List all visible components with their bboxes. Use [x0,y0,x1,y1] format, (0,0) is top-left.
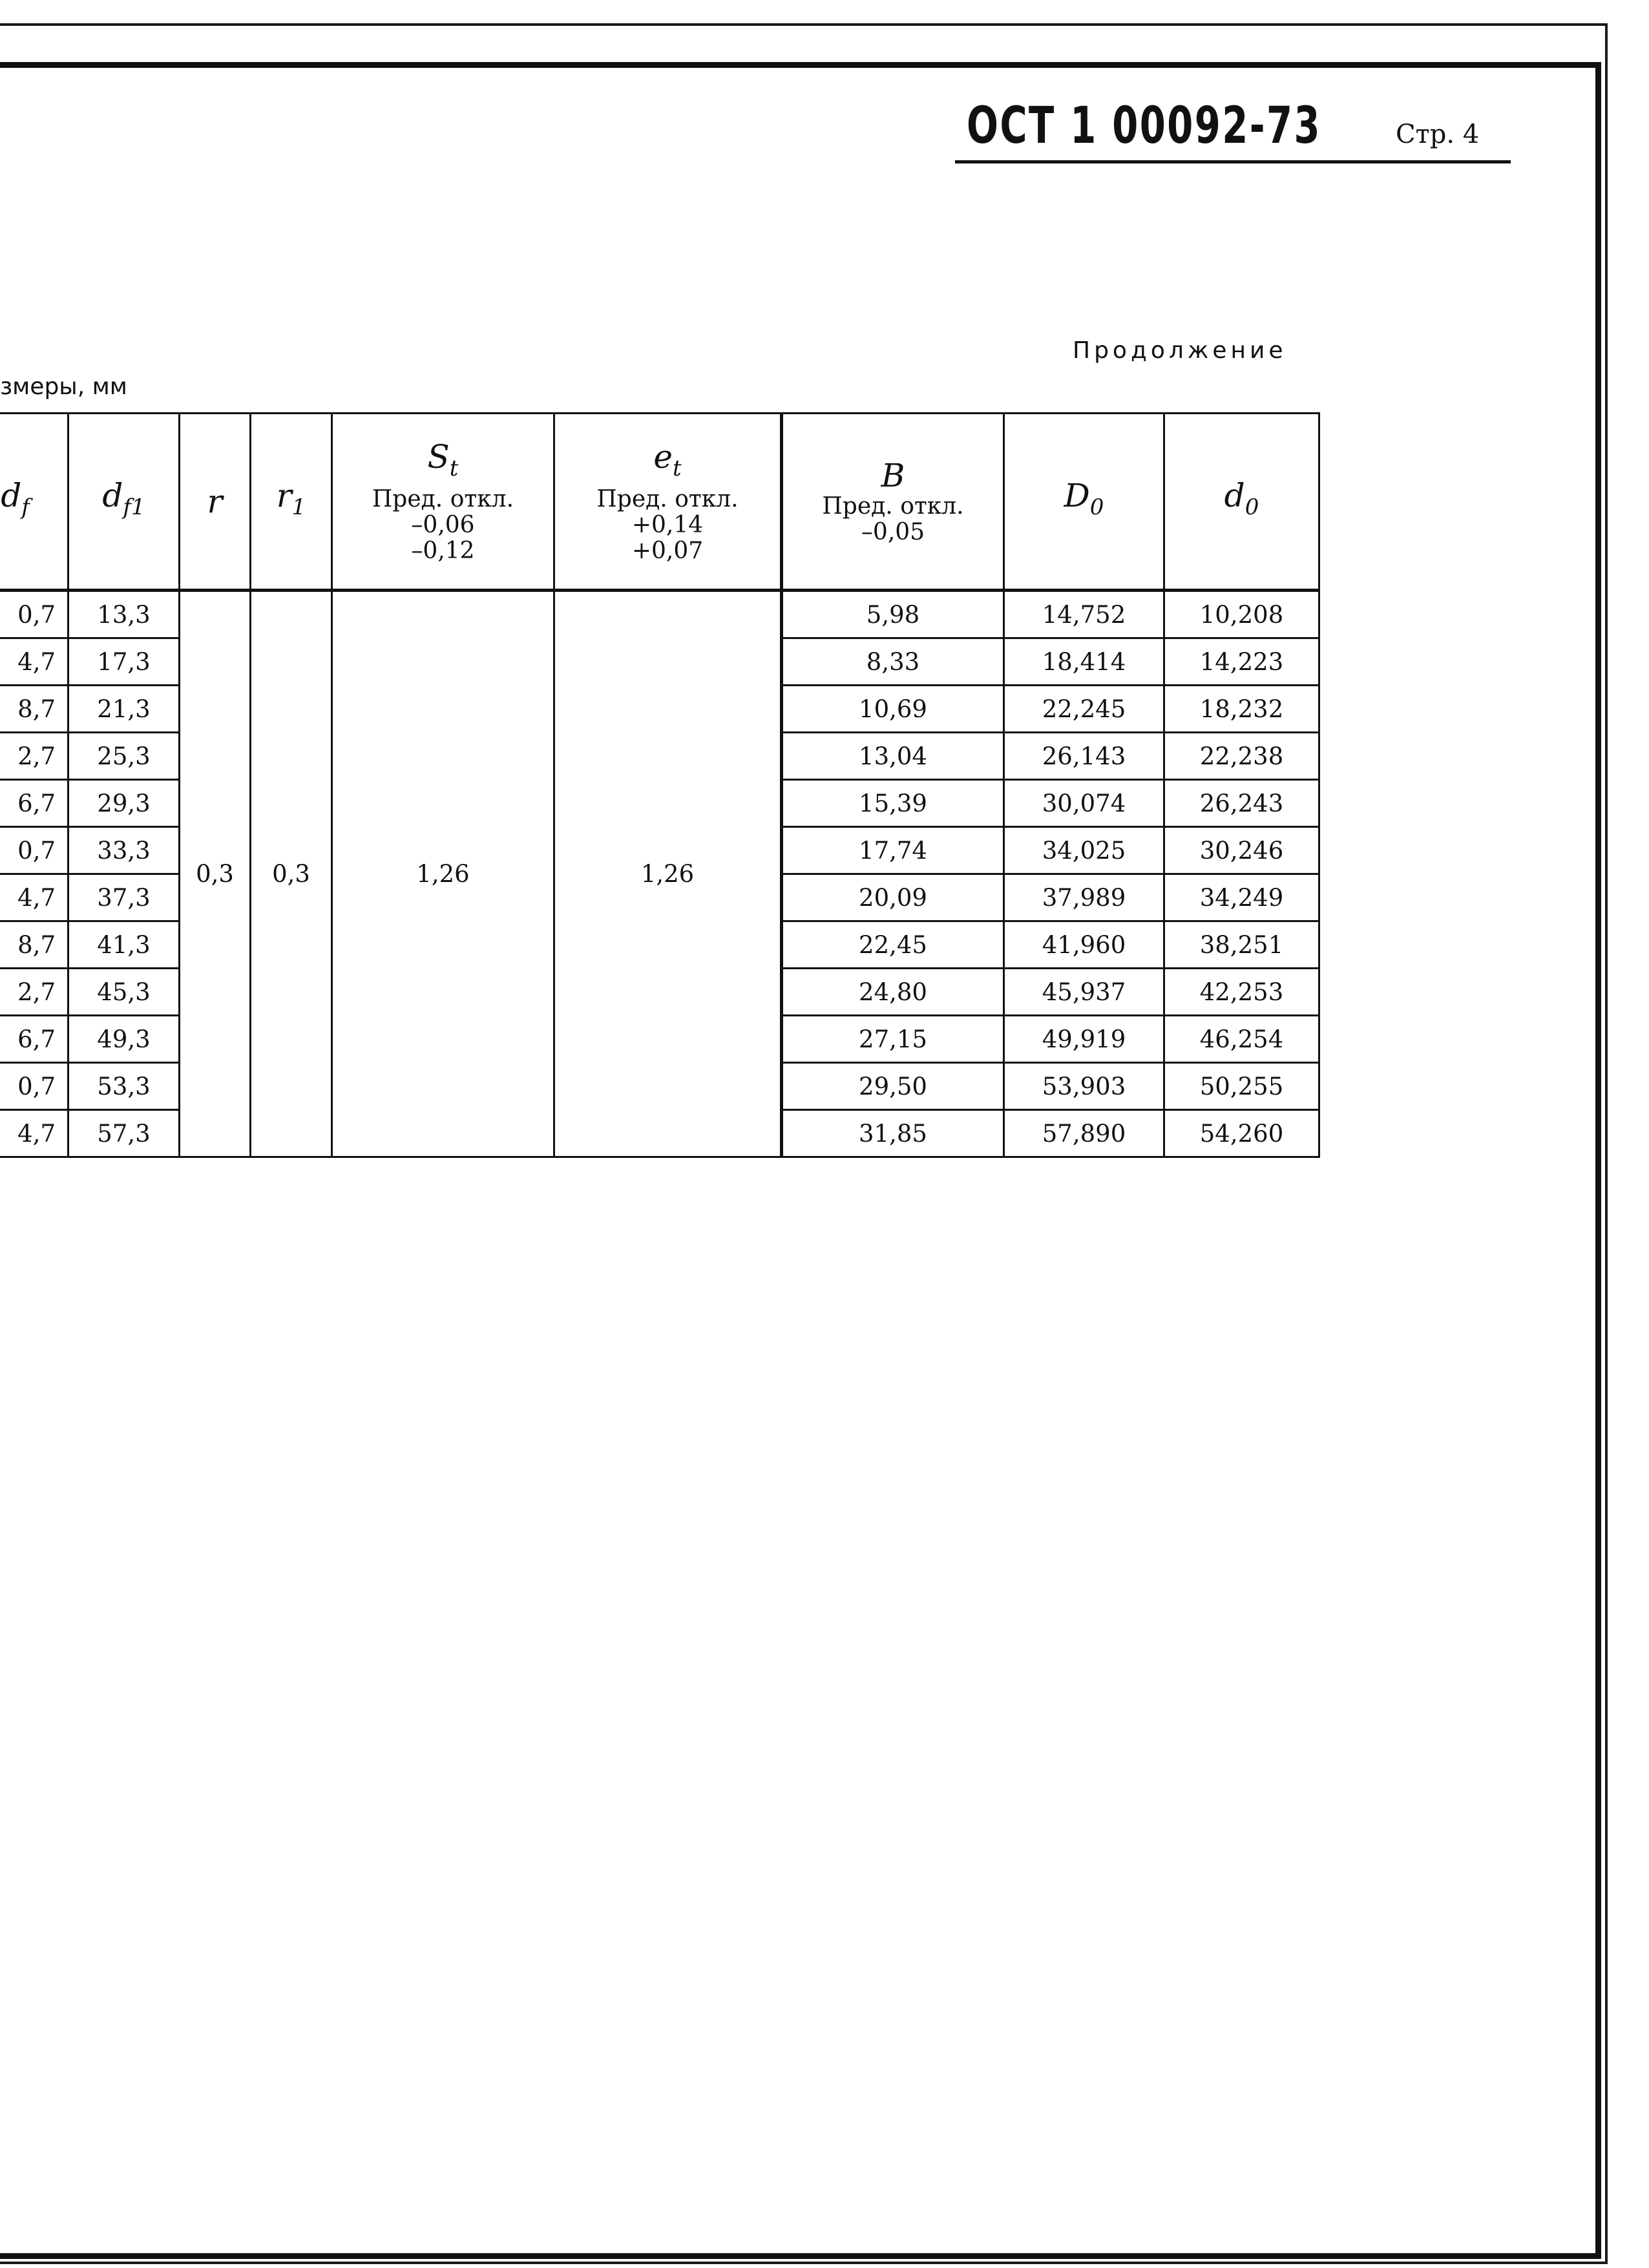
cell-df1: 53,3 [68,1063,180,1110]
cell-df: 2,7 [0,733,68,780]
column-tolerance-line: Пред. откл. [372,486,514,512]
cell-B: 31,85 [782,1110,1004,1157]
column-symbol: $d_{f1}$ [102,477,145,520]
column-symbol: $d_f$ [1,477,30,520]
cell-df1: 57,3 [68,1110,180,1157]
page-frame-inner [0,62,1601,2259]
column-header-df1 [68,414,180,591]
cell-d0: 14,223 [1164,638,1319,686]
column-header-d0 [1164,414,1319,591]
column-symbol: $r_1$ [276,477,306,520]
cell-B: 13,04 [782,733,1004,780]
cell-df1: 21,3 [68,686,180,733]
cell-d0: 50,255 [1164,1063,1319,1110]
cell-df: 4,7 [0,638,68,686]
column-symbol: $e_t$ [653,438,682,481]
column-symbol: $S_t$ [427,438,459,481]
cell-d0: 18,232 [1164,686,1319,733]
column-header-B [782,414,1004,591]
table-row [0,591,1319,638]
cell-D0: 34,025 [1004,827,1164,874]
document-code: ОСТ 1 00092-73 [967,97,1322,155]
cell-D0: 26,143 [1004,733,1164,780]
column-tolerance-line: Пред. откл. [822,493,964,520]
merged-cell-et: 1,26 [554,591,782,1157]
cell-df1: 45,3 [68,969,180,1016]
page-number: Стр. 4 [1396,120,1480,149]
cell-df1: 41,3 [68,921,180,969]
column-header-et [554,414,782,591]
column-subscript: t [672,456,682,481]
column-tolerance-line: –0,12 [411,538,475,564]
cell-B: 5,98 [782,591,1004,638]
cell-d0: 46,254 [1164,1016,1319,1063]
column-subscript: t [449,456,459,481]
cell-df: 0,7 [0,591,68,638]
column-subscript: 1 [291,494,306,520]
merged-cell-r: 0,3 [180,591,251,1157]
cell-D0: 22,245 [1004,686,1164,733]
dimensions-table [0,412,1320,1158]
cell-df: 6,7 [0,1016,68,1063]
cell-d0: 38,251 [1164,921,1319,969]
cell-d0: 30,246 [1164,827,1319,874]
cell-D0: 14,752 [1004,591,1164,638]
column-symbol: $d_0$ [1224,477,1259,520]
cell-d0: 54,260 [1164,1110,1319,1157]
cell-df1: 49,3 [68,1016,180,1063]
cell-B: 24,80 [782,969,1004,1016]
cell-d0: 34,249 [1164,874,1319,921]
column-header-r1 [251,414,332,591]
cell-D0: 53,903 [1004,1063,1164,1110]
cell-B: 27,15 [782,1016,1004,1063]
cell-d0: 42,253 [1164,969,1319,1016]
cell-D0: 18,414 [1004,638,1164,686]
cell-df1: 29,3 [68,780,180,827]
cell-D0: 57,890 [1004,1110,1164,1157]
cell-d0: 26,243 [1164,780,1319,827]
cell-B: 22,45 [782,921,1004,969]
merged-cell-r1: 0,3 [251,591,332,1157]
cell-df1: 25,3 [68,733,180,780]
column-header-r [180,414,251,591]
column-tolerance-line: +0,14 [631,512,704,538]
cell-df: 0,7 [0,827,68,874]
cell-df: 0,7 [0,1063,68,1110]
cell-D0: 37,989 [1004,874,1164,921]
cell-d0: 22,238 [1164,733,1319,780]
cell-D0: 45,937 [1004,969,1164,1016]
column-subscript: f [21,494,30,520]
cell-df: 2,7 [0,969,68,1016]
cell-df: 6,7 [0,780,68,827]
column-subscript: 0 [1089,494,1104,520]
column-symbol: B [881,457,905,494]
cell-D0: 49,919 [1004,1016,1164,1063]
cell-df1: 13,3 [68,591,180,638]
column-subscript: f1 [123,494,145,520]
cell-d0: 10,208 [1164,591,1319,638]
column-header-df [0,414,68,591]
cell-D0: 41,960 [1004,921,1164,969]
cell-B: 10,69 [782,686,1004,733]
cell-df1: 37,3 [68,874,180,921]
cell-B: 29,50 [782,1063,1004,1110]
column-tolerance-line: –0,05 [861,519,925,545]
table-header-row [0,414,1319,591]
column-tolerance-line: –0,06 [411,512,475,538]
cell-B: 15,39 [782,780,1004,827]
table-body [0,591,1319,1157]
column-subscript: 0 [1245,494,1259,520]
cell-B: 20,09 [782,874,1004,921]
column-header-D0 [1004,414,1164,591]
column-tolerance-line: Пред. откл. [596,486,739,512]
column-symbol: r [207,483,223,520]
cell-df1: 17,3 [68,638,180,686]
cell-B: 17,74 [782,827,1004,874]
column-symbol: $D_0$ [1064,477,1104,520]
cell-df: 4,7 [0,874,68,921]
column-tolerance-line: +0,07 [631,538,704,564]
cell-df1: 33,3 [68,827,180,874]
column-header-St [332,414,554,591]
cell-df: 4,7 [0,1110,68,1157]
cell-D0: 30,074 [1004,780,1164,827]
continued-label: Продолжение [1073,337,1287,364]
units-label: змеры, мм [0,373,127,400]
cell-df: 8,7 [0,921,68,969]
cell-df: 8,7 [0,686,68,733]
cell-B: 8,33 [782,638,1004,686]
merged-cell-St: 1,26 [332,591,554,1157]
header-rule [955,160,1511,163]
